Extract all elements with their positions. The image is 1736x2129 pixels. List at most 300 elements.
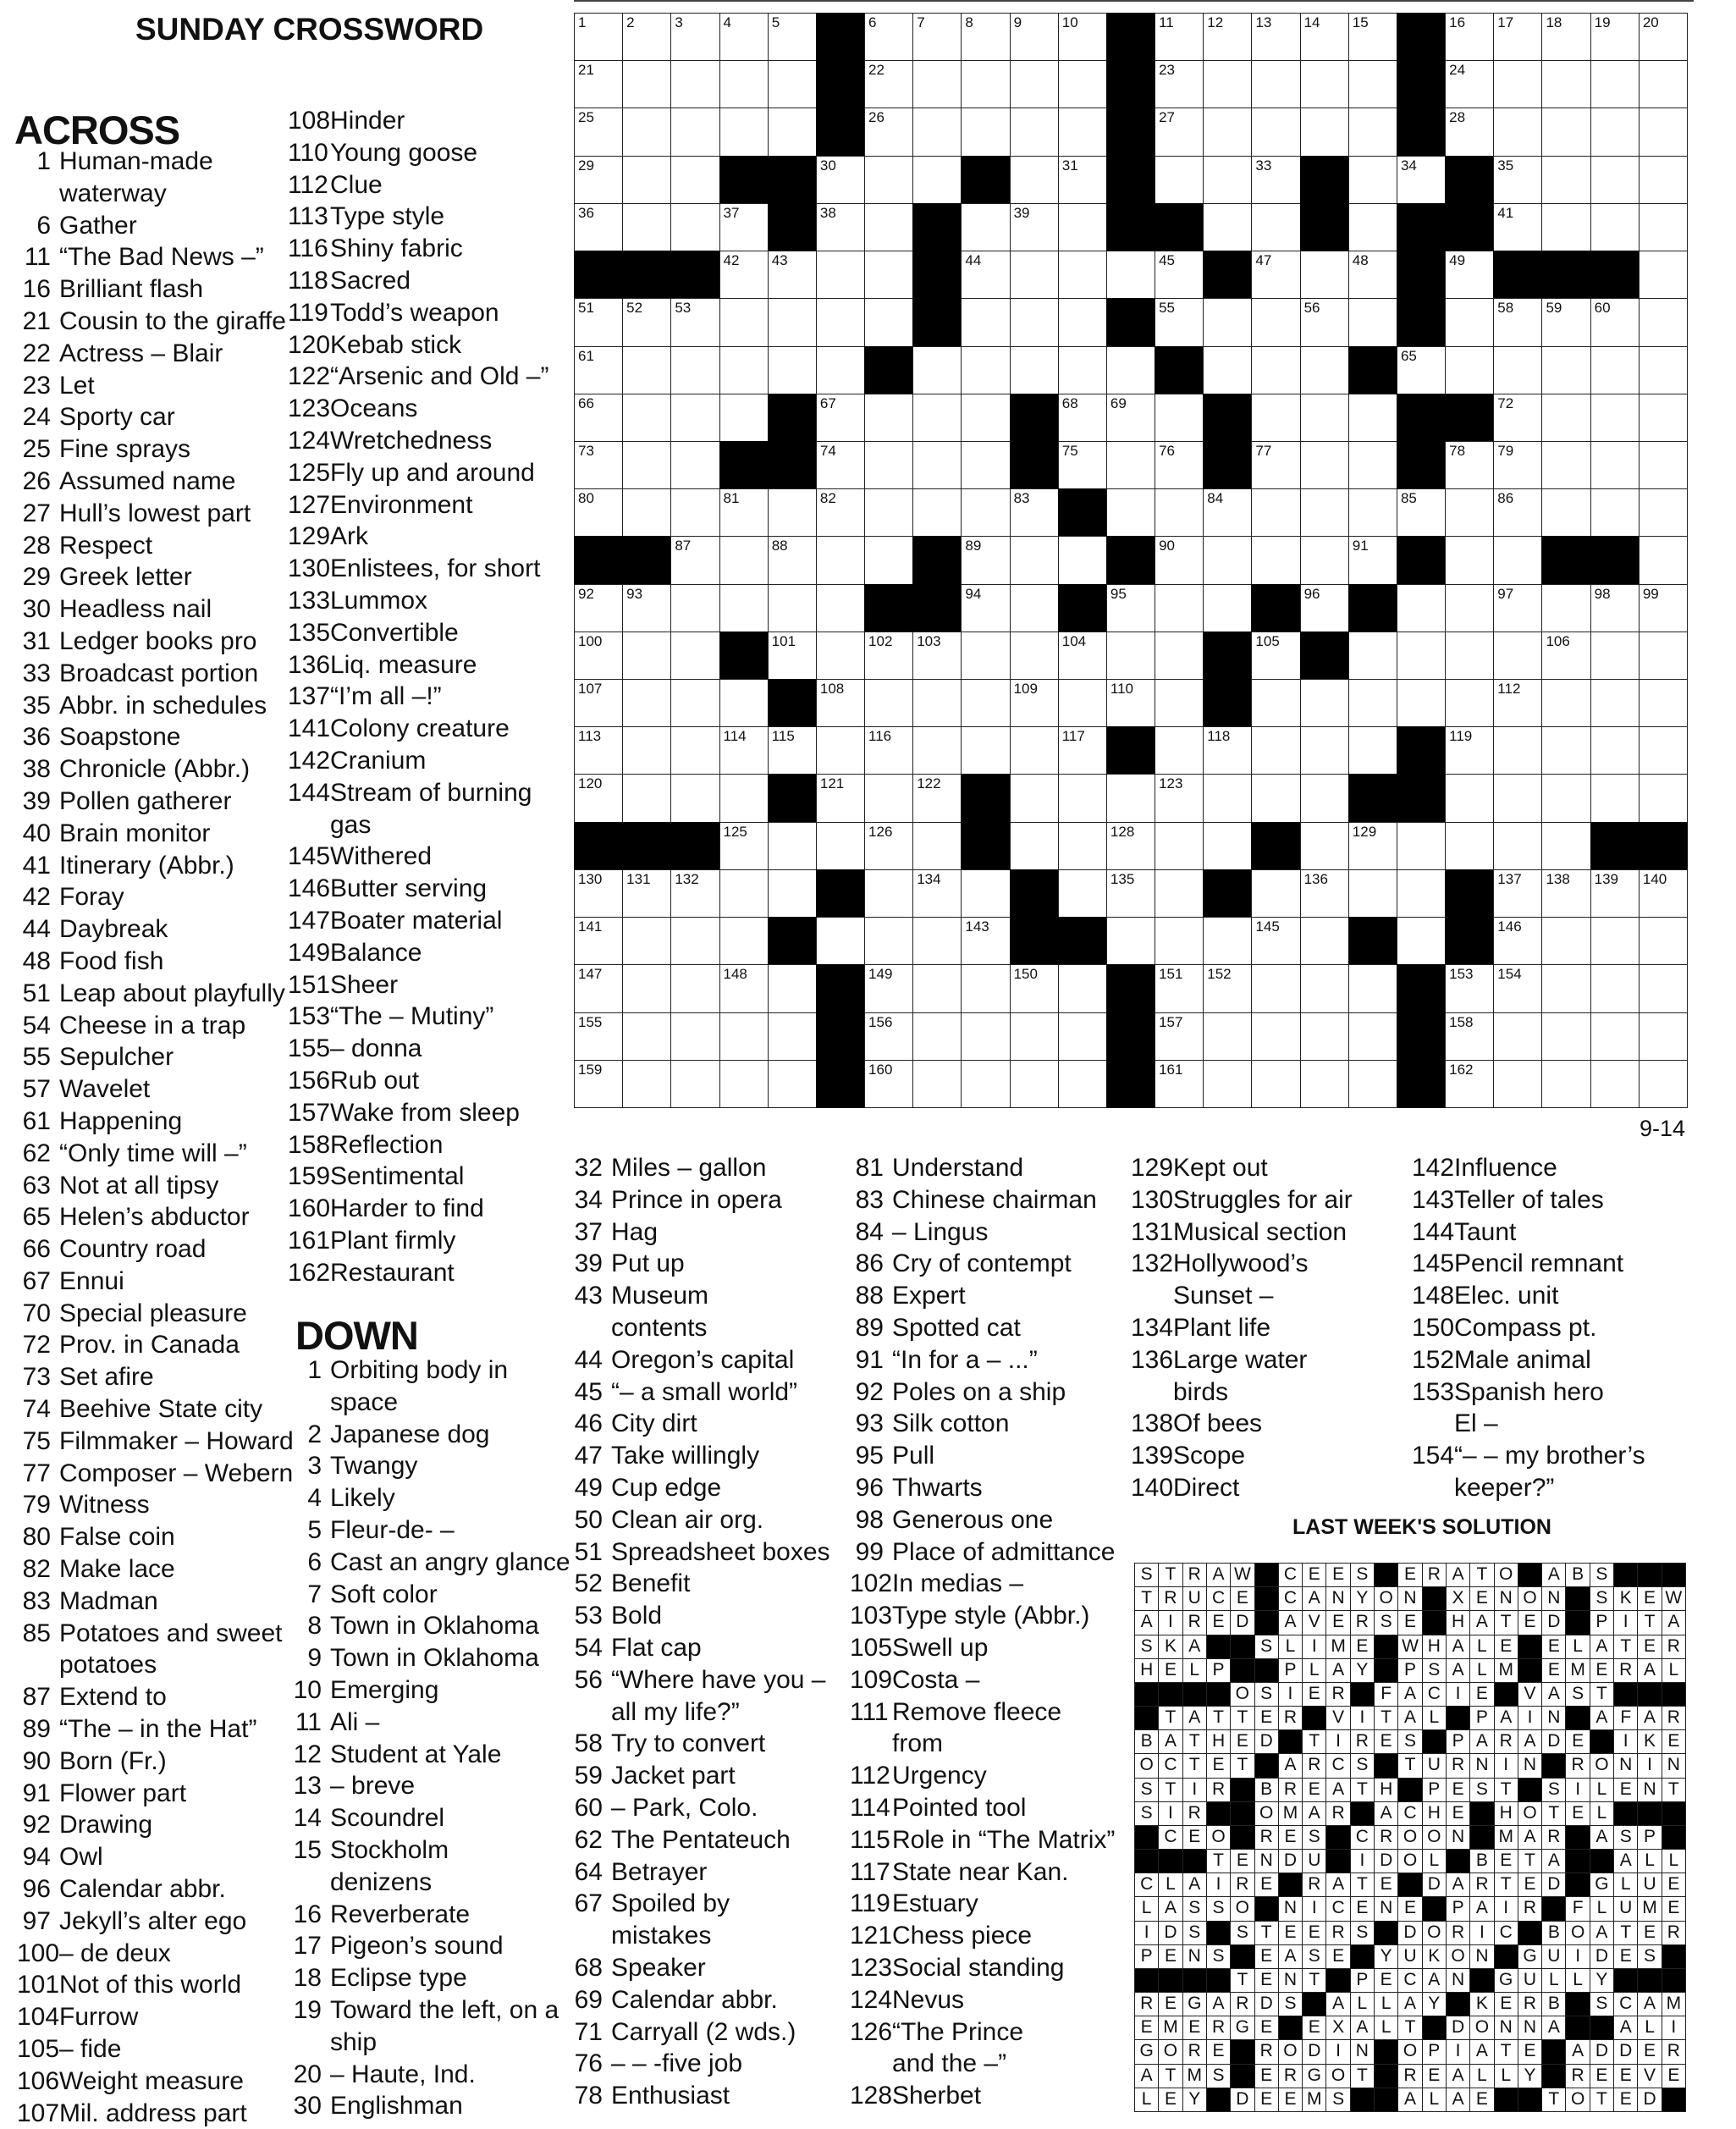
grid-cell[interactable] (1639, 346, 1688, 394)
grid-cell[interactable] (961, 298, 1010, 346)
grid-cell[interactable] (864, 774, 913, 822)
grid-cell[interactable] (1010, 346, 1059, 394)
grid-cell[interactable] (768, 108, 817, 156)
grid-cell[interactable] (574, 156, 623, 204)
grid-cell[interactable] (1300, 346, 1349, 394)
grid-cell[interactable] (719, 394, 769, 442)
grid-cell[interactable] (1058, 1060, 1107, 1108)
grid-cell[interactable] (1300, 60, 1349, 108)
grid-cell[interactable] (1541, 60, 1590, 108)
grid-cell[interactable] (1493, 917, 1542, 965)
grid-cell[interactable] (816, 488, 865, 537)
grid-cell[interactable] (1300, 1012, 1349, 1061)
grid-cell[interactable] (912, 774, 962, 822)
grid-cell[interactable] (1155, 108, 1204, 156)
grid-cell[interactable] (1010, 822, 1059, 870)
grid-cell[interactable] (1348, 394, 1397, 442)
grid-cell[interactable] (912, 632, 962, 680)
grid-cell[interactable] (1106, 584, 1155, 632)
grid-cell[interactable] (1541, 1060, 1590, 1108)
grid-cell[interactable] (622, 584, 671, 632)
grid-cell[interactable] (961, 869, 1010, 918)
grid-cell[interactable] (670, 13, 719, 61)
grid-cell[interactable] (1251, 536, 1300, 584)
grid-cell[interactable] (1203, 536, 1252, 584)
grid-cell[interactable] (574, 60, 623, 108)
grid-cell[interactable] (1397, 156, 1446, 204)
grid-cell[interactable] (1445, 536, 1494, 584)
grid-cell[interactable] (816, 679, 865, 727)
grid-cell[interactable] (1155, 917, 1204, 965)
grid-cell[interactable] (1348, 726, 1397, 775)
grid-cell[interactable] (1445, 584, 1494, 632)
grid-cell[interactable] (1541, 441, 1590, 489)
grid-cell[interactable] (912, 346, 962, 394)
grid-cell[interactable] (1541, 298, 1590, 346)
grid-cell[interactable] (622, 488, 671, 537)
grid-cell[interactable] (1203, 964, 1252, 1012)
grid-cell[interactable] (1300, 917, 1349, 965)
grid-cell[interactable] (1590, 298, 1640, 346)
grid-cell[interactable] (1541, 964, 1590, 1012)
grid-cell[interactable] (1251, 774, 1300, 822)
grid-cell[interactable] (574, 298, 623, 346)
grid-cell[interactable] (1639, 108, 1688, 156)
grid-cell[interactable] (1010, 536, 1059, 584)
grid-cell[interactable] (1590, 584, 1640, 632)
grid-cell[interactable] (1348, 488, 1397, 537)
grid-cell[interactable] (1397, 869, 1446, 918)
grid-cell[interactable] (1300, 441, 1349, 489)
grid-cell[interactable] (1348, 13, 1397, 61)
grid-cell[interactable] (719, 488, 769, 537)
grid-cell[interactable] (1493, 1012, 1542, 1061)
grid-cell[interactable] (1010, 1060, 1059, 1108)
grid-cell[interactable] (574, 584, 623, 632)
grid-cell[interactable] (1106, 394, 1155, 442)
grid-cell[interactable] (1445, 1012, 1494, 1061)
grid-cell[interactable] (1348, 156, 1397, 204)
grid-cell[interactable] (719, 964, 769, 1012)
grid-cell[interactable] (1493, 964, 1542, 1012)
grid-cell[interactable] (1106, 822, 1155, 870)
grid-cell[interactable] (574, 394, 623, 442)
grid-cell[interactable] (1155, 774, 1204, 822)
grid-cell[interactable] (1348, 108, 1397, 156)
grid-cell[interactable] (1639, 1060, 1688, 1108)
grid-cell[interactable] (1251, 394, 1300, 442)
grid-cell[interactable] (670, 298, 719, 346)
grid-cell[interactable] (1203, 156, 1252, 204)
grid-cell[interactable] (1445, 822, 1494, 870)
grid-cell[interactable] (1639, 679, 1688, 727)
grid-cell[interactable] (1493, 488, 1542, 537)
grid-cell[interactable] (1590, 203, 1640, 251)
grid-cell[interactable] (1590, 394, 1640, 442)
grid-cell[interactable] (1203, 726, 1252, 775)
grid-cell[interactable] (1058, 679, 1107, 727)
grid-cell[interactable] (1541, 917, 1590, 965)
grid-cell[interactable] (1445, 726, 1494, 775)
grid-cell[interactable] (1541, 13, 1590, 61)
grid-cell[interactable] (816, 536, 865, 584)
grid-cell[interactable] (1058, 251, 1107, 299)
grid-cell[interactable] (622, 917, 671, 965)
grid-cell[interactable] (768, 13, 817, 61)
grid-cell[interactable] (1493, 869, 1542, 918)
grid-cell[interactable] (1541, 394, 1590, 442)
grid-cell[interactable] (622, 13, 671, 61)
grid-cell[interactable] (768, 1012, 817, 1061)
grid-cell[interactable] (1590, 1012, 1640, 1061)
grid-cell[interactable] (719, 584, 769, 632)
grid-cell[interactable] (961, 726, 1010, 775)
grid-cell[interactable] (1348, 536, 1397, 584)
grid-cell[interactable] (1493, 726, 1542, 775)
grid-cell[interactable] (816, 346, 865, 394)
grid-cell[interactable] (574, 1060, 623, 1108)
grid-cell[interactable] (1639, 774, 1688, 822)
grid-cell[interactable] (670, 156, 719, 204)
grid-cell[interactable] (1300, 251, 1349, 299)
grid-cell[interactable] (1590, 774, 1640, 822)
grid-cell[interactable] (1348, 1012, 1397, 1061)
grid-cell[interactable] (719, 822, 769, 870)
grid-cell[interactable] (768, 298, 817, 346)
grid-cell[interactable] (1251, 60, 1300, 108)
grid-cell[interactable] (1639, 156, 1688, 204)
grid-cell[interactable] (961, 584, 1010, 632)
grid-cell[interactable] (1639, 917, 1688, 965)
grid-cell[interactable] (1300, 584, 1349, 632)
grid-cell[interactable] (1010, 13, 1059, 61)
grid-cell[interactable] (1300, 964, 1349, 1012)
grid-cell[interactable] (574, 726, 623, 775)
grid-cell[interactable] (1155, 679, 1204, 727)
grid-cell[interactable] (1251, 108, 1300, 156)
grid-cell[interactable] (864, 251, 913, 299)
grid-cell[interactable] (912, 679, 962, 727)
grid-cell[interactable] (670, 726, 719, 775)
grid-cell[interactable] (1541, 822, 1590, 870)
grid-cell[interactable] (1639, 60, 1688, 108)
grid-cell[interactable] (864, 60, 913, 108)
grid-cell[interactable] (574, 441, 623, 489)
grid-cell[interactable] (864, 869, 913, 918)
grid-cell[interactable] (1251, 298, 1300, 346)
grid-cell[interactable] (1541, 869, 1590, 918)
grid-cell[interactable] (1106, 774, 1155, 822)
grid-cell[interactable] (574, 632, 623, 680)
grid-cell[interactable] (961, 964, 1010, 1012)
grid-cell[interactable] (719, 251, 769, 299)
grid-cell[interactable] (574, 13, 623, 61)
grid-cell[interactable] (1348, 203, 1397, 251)
grid-cell[interactable] (1445, 251, 1494, 299)
grid-cell[interactable] (864, 1060, 913, 1108)
grid-cell[interactable] (1397, 488, 1446, 537)
grid-cell[interactable] (719, 203, 769, 251)
grid-cell[interactable] (1203, 1060, 1252, 1108)
grid-cell[interactable] (961, 108, 1010, 156)
grid-cell[interactable] (1300, 536, 1349, 584)
grid-cell[interactable] (1251, 251, 1300, 299)
grid-cell[interactable] (622, 1060, 671, 1108)
grid-cell[interactable] (1251, 679, 1300, 727)
grid-cell[interactable] (1155, 60, 1204, 108)
grid-cell[interactable] (912, 869, 962, 918)
grid-cell[interactable] (1445, 632, 1494, 680)
grid-cell[interactable] (1251, 441, 1300, 489)
grid-cell[interactable] (622, 774, 671, 822)
grid-cell[interactable] (622, 679, 671, 727)
grid-cell[interactable] (1590, 488, 1640, 537)
grid-cell[interactable] (1300, 1060, 1349, 1108)
grid-cell[interactable] (670, 536, 719, 584)
grid-cell[interactable] (1590, 441, 1640, 489)
grid-cell[interactable] (1155, 1060, 1204, 1108)
grid-cell[interactable] (1445, 679, 1494, 727)
grid-cell[interactable] (670, 869, 719, 918)
grid-cell[interactable] (961, 346, 1010, 394)
grid-cell[interactable] (1639, 632, 1688, 680)
grid-cell[interactable] (1590, 1060, 1640, 1108)
grid-cell[interactable] (719, 774, 769, 822)
grid-cell[interactable] (816, 632, 865, 680)
grid-cell[interactable] (1010, 251, 1059, 299)
grid-cell[interactable] (816, 584, 865, 632)
grid-cell[interactable] (622, 156, 671, 204)
grid-cell[interactable] (1203, 822, 1252, 870)
grid-cell[interactable] (1010, 774, 1059, 822)
grid-cell[interactable] (1348, 964, 1397, 1012)
grid-cell[interactable] (1541, 726, 1590, 775)
grid-cell[interactable] (1397, 679, 1446, 727)
grid-cell[interactable] (1058, 203, 1107, 251)
grid-cell[interactable] (1639, 964, 1688, 1012)
grid-cell[interactable] (768, 726, 817, 775)
grid-cell[interactable] (864, 203, 913, 251)
grid-cell[interactable] (1058, 822, 1107, 870)
grid-cell[interactable] (1541, 346, 1590, 394)
grid-cell[interactable] (1348, 869, 1397, 918)
grid-cell[interactable] (912, 917, 962, 965)
grid-cell[interactable] (816, 774, 865, 822)
grid-cell[interactable] (768, 869, 817, 918)
grid-cell[interactable] (1251, 869, 1300, 918)
grid-cell[interactable] (1058, 726, 1107, 775)
grid-cell[interactable] (1493, 822, 1542, 870)
grid-cell[interactable] (1251, 632, 1300, 680)
grid-cell[interactable] (1541, 774, 1590, 822)
grid-cell[interactable] (1010, 108, 1059, 156)
grid-cell[interactable] (961, 13, 1010, 61)
grid-cell[interactable] (574, 774, 623, 822)
grid-cell[interactable] (670, 679, 719, 727)
grid-cell[interactable] (1058, 441, 1107, 489)
grid-cell[interactable] (1445, 13, 1494, 61)
grid-cell[interactable] (1541, 108, 1590, 156)
grid-cell[interactable] (1300, 298, 1349, 346)
grid-cell[interactable] (1058, 536, 1107, 584)
grid-cell[interactable] (1010, 679, 1059, 727)
grid-cell[interactable] (622, 441, 671, 489)
grid-cell[interactable] (1155, 822, 1204, 870)
grid-cell[interactable] (1251, 346, 1300, 394)
grid-cell[interactable] (1493, 774, 1542, 822)
grid-cell[interactable] (1348, 1060, 1397, 1108)
grid-cell[interactable] (1639, 394, 1688, 442)
grid-cell[interactable] (719, 1060, 769, 1108)
grid-cell[interactable] (1058, 774, 1107, 822)
grid-cell[interactable] (1300, 774, 1349, 822)
grid-cell[interactable] (1590, 726, 1640, 775)
grid-cell[interactable] (670, 346, 719, 394)
grid-cell[interactable] (1493, 203, 1542, 251)
grid-cell[interactable] (1639, 869, 1688, 918)
grid-cell[interactable] (1203, 917, 1252, 965)
grid-cell[interactable] (768, 632, 817, 680)
grid-cell[interactable] (622, 346, 671, 394)
grid-cell[interactable] (670, 203, 719, 251)
grid-cell[interactable] (864, 108, 913, 156)
grid-cell[interactable] (912, 108, 962, 156)
grid-cell[interactable] (912, 394, 962, 442)
grid-cell[interactable] (1155, 1012, 1204, 1061)
grid-cell[interactable] (1300, 679, 1349, 727)
grid-cell[interactable] (1541, 632, 1590, 680)
grid-cell[interactable] (1251, 1012, 1300, 1061)
grid-cell[interactable] (1639, 13, 1688, 61)
grid-cell[interactable] (1300, 13, 1349, 61)
grid-cell[interactable] (1203, 488, 1252, 537)
grid-cell[interactable] (1058, 156, 1107, 204)
grid-cell[interactable] (816, 917, 865, 965)
grid-cell[interactable] (719, 346, 769, 394)
grid-cell[interactable] (816, 726, 865, 775)
grid-cell[interactable] (670, 774, 719, 822)
grid-cell[interactable] (961, 203, 1010, 251)
grid-cell[interactable] (1493, 536, 1542, 584)
grid-cell[interactable] (622, 964, 671, 1012)
grid-cell[interactable] (1300, 394, 1349, 442)
grid-cell[interactable] (1106, 869, 1155, 918)
grid-cell[interactable] (768, 346, 817, 394)
grid-cell[interactable] (622, 108, 671, 156)
grid-cell[interactable] (1541, 679, 1590, 727)
grid-cell[interactable] (622, 394, 671, 442)
grid-cell[interactable] (1203, 203, 1252, 251)
grid-cell[interactable] (670, 60, 719, 108)
grid-cell[interactable] (1639, 298, 1688, 346)
grid-cell[interactable] (1155, 869, 1204, 918)
grid-cell[interactable] (1348, 60, 1397, 108)
grid-cell[interactable] (1155, 251, 1204, 299)
grid-cell[interactable] (912, 726, 962, 775)
grid-cell[interactable] (1106, 346, 1155, 394)
grid-cell[interactable] (1493, 394, 1542, 442)
grid-cell[interactable] (1106, 632, 1155, 680)
grid-cell[interactable] (1010, 488, 1059, 537)
grid-cell[interactable] (1203, 298, 1252, 346)
grid-cell[interactable] (912, 13, 962, 61)
grid-cell[interactable] (719, 1012, 769, 1061)
grid-cell[interactable] (1590, 156, 1640, 204)
grid-cell[interactable] (864, 394, 913, 442)
grid-cell[interactable] (1155, 584, 1204, 632)
grid-cell[interactable] (1155, 726, 1204, 775)
grid-cell[interactable] (1203, 1012, 1252, 1061)
grid-cell[interactable] (1203, 13, 1252, 61)
grid-cell[interactable] (1010, 156, 1059, 204)
grid-cell[interactable] (768, 584, 817, 632)
grid-cell[interactable] (1639, 726, 1688, 775)
grid-cell[interactable] (1445, 298, 1494, 346)
grid-cell[interactable] (1590, 13, 1640, 61)
grid-cell[interactable] (1251, 726, 1300, 775)
grid-cell[interactable] (1493, 1060, 1542, 1108)
grid-cell[interactable] (622, 632, 671, 680)
grid-cell[interactable] (1348, 822, 1397, 870)
grid-cell[interactable] (1590, 346, 1640, 394)
grid-cell[interactable] (1106, 441, 1155, 489)
grid-cell[interactable] (1058, 60, 1107, 108)
grid-cell[interactable] (1155, 536, 1204, 584)
grid-cell[interactable] (670, 441, 719, 489)
grid-cell[interactable] (816, 156, 865, 204)
grid-cell[interactable] (574, 964, 623, 1012)
grid-cell[interactable] (1203, 774, 1252, 822)
grid-cell[interactable] (719, 13, 769, 61)
grid-cell[interactable] (961, 536, 1010, 584)
grid-cell[interactable] (864, 13, 913, 61)
grid-cell[interactable] (1445, 108, 1494, 156)
grid-cell[interactable] (670, 584, 719, 632)
grid-cell[interactable] (1541, 584, 1590, 632)
grid-cell[interactable] (1251, 917, 1300, 965)
grid-cell[interactable] (670, 964, 719, 1012)
grid-cell[interactable] (912, 60, 962, 108)
grid-cell[interactable] (1639, 488, 1688, 537)
grid-cell[interactable] (768, 60, 817, 108)
grid-cell[interactable] (864, 488, 913, 537)
grid-cell[interactable] (1300, 726, 1349, 775)
grid-cell[interactable] (719, 726, 769, 775)
grid-cell[interactable] (1639, 1012, 1688, 1061)
grid-cell[interactable] (1010, 964, 1059, 1012)
grid-cell[interactable] (864, 964, 913, 1012)
grid-cell[interactable] (864, 822, 913, 870)
grid-cell[interactable] (1445, 1060, 1494, 1108)
grid-cell[interactable] (912, 488, 962, 537)
grid-cell[interactable] (768, 964, 817, 1012)
grid-cell[interactable] (1300, 822, 1349, 870)
grid-cell[interactable] (816, 251, 865, 299)
grid-cell[interactable] (1058, 298, 1107, 346)
crossword-grid[interactable] (574, 13, 1687, 1107)
grid-cell[interactable] (961, 917, 1010, 965)
grid-cell[interactable] (1397, 346, 1446, 394)
grid-cell[interactable] (1541, 488, 1590, 537)
grid-cell[interactable] (1010, 584, 1059, 632)
grid-cell[interactable] (670, 632, 719, 680)
grid-cell[interactable] (719, 536, 769, 584)
grid-cell[interactable] (1106, 917, 1155, 965)
grid-cell[interactable] (816, 298, 865, 346)
grid-cell[interactable] (961, 488, 1010, 537)
grid-cell[interactable] (768, 1060, 817, 1108)
grid-cell[interactable] (574, 346, 623, 394)
